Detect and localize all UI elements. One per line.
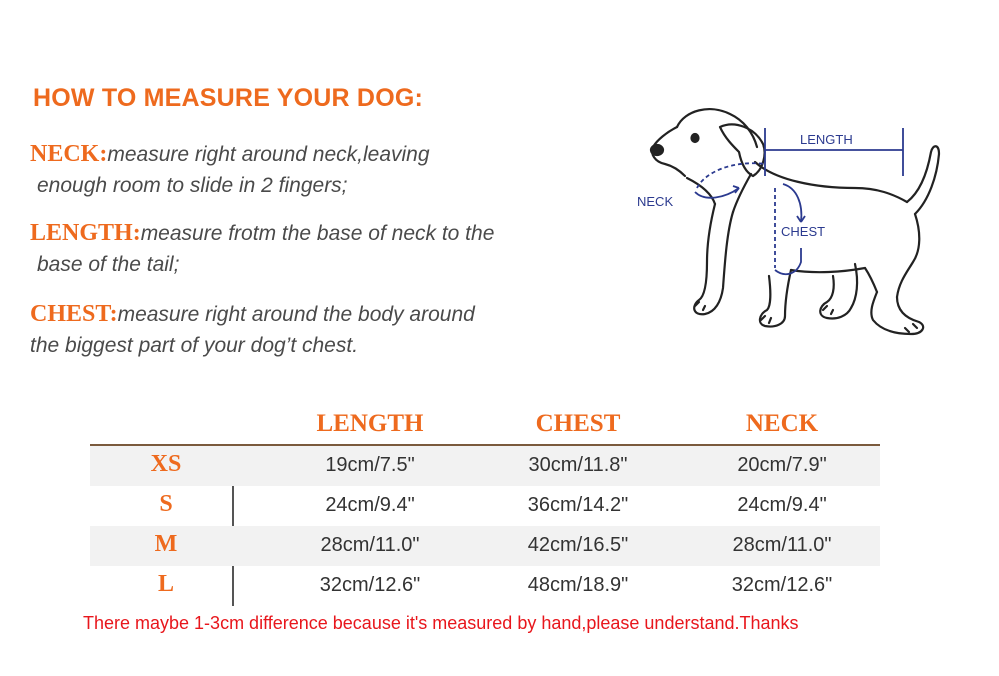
- neck-instruction-line2: enough room to slide in 2 fingers;: [37, 174, 348, 197]
- length-figure-label: LENGTH: [800, 132, 853, 147]
- page-heading: HOW TO MEASURE YOUR DOG:: [33, 84, 424, 112]
- length-instruction-line1: measure frotm the base of neck to the: [140, 222, 495, 245]
- chest-instruction: [30, 299, 620, 361]
- dog-outline-icon: [651, 109, 939, 334]
- length-instruction-line2: base of the tail;: [37, 253, 180, 276]
- neck-value: 20cm/7.9": [737, 454, 827, 476]
- measurement-disclaimer: There maybe 1-3cm difference because it's measured by hand,please understand.Thanks: [83, 613, 799, 633]
- chest-value: 36cm/14.2": [527, 494, 629, 516]
- neck-instruction: [30, 139, 620, 201]
- length-value: 19cm/7.5": [325, 454, 415, 476]
- header-chest: CHEST: [535, 410, 621, 437]
- size-label: L: [157, 571, 175, 597]
- chest-value: 48cm/18.9": [527, 574, 629, 596]
- chest-value: 30cm/11.8": [528, 454, 628, 476]
- table-row: [90, 566, 880, 606]
- table-body: [90, 446, 880, 606]
- neck-instruction-label: NECK:: [30, 141, 108, 167]
- chest-instruction-label: CHEST:: [30, 301, 118, 327]
- chest-instruction-line1: measure right around the body around: [117, 303, 475, 326]
- length-instruction-label: LENGTH:: [30, 220, 141, 246]
- neck-value: 28cm/11.0": [732, 534, 832, 556]
- chest-figure-label: CHEST: [781, 224, 826, 239]
- size-chart-table: [90, 410, 880, 606]
- dog-measurement-illustration: [615, 92, 955, 352]
- chest-value: 42cm/16.5": [527, 534, 629, 556]
- neck-value: 32cm/12.6": [731, 574, 833, 596]
- length-value: 32cm/12.6": [319, 574, 421, 596]
- size-label: M: [154, 531, 178, 557]
- header-length: LENGTH: [316, 410, 424, 437]
- header-neck: NECK: [745, 410, 819, 437]
- neck-figure-label: NECK: [637, 194, 674, 209]
- length-value: 28cm/11.0": [320, 534, 420, 556]
- size-label: S: [159, 491, 173, 517]
- table-row: [90, 526, 880, 566]
- table-header-row: [90, 410, 880, 442]
- length-instruction: [30, 218, 620, 280]
- table-row: [90, 486, 880, 526]
- size-label: XS: [150, 451, 182, 477]
- table-row: [90, 446, 880, 486]
- chest-instruction-line2: the biggest part of your dog’t chest.: [30, 334, 359, 357]
- neck-measure-loop: [695, 163, 765, 198]
- neck-value: 24cm/9.4": [737, 494, 827, 516]
- length-value: 24cm/9.4": [325, 494, 415, 516]
- neck-instruction-line1: measure right around neck,leaving: [107, 143, 430, 166]
